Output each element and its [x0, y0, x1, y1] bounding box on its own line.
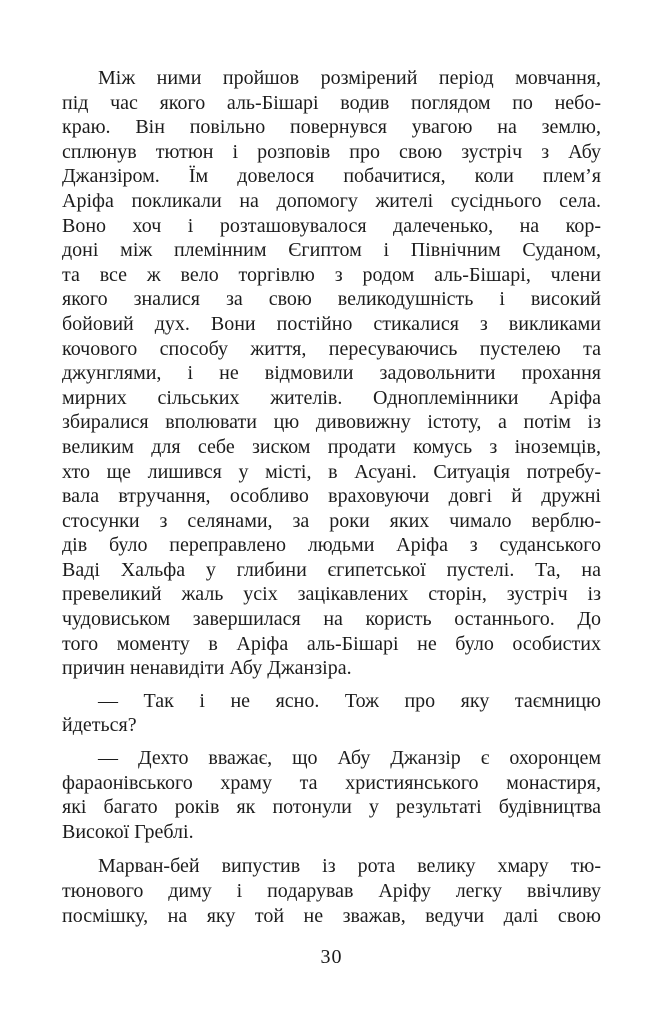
text-line: кочового способу життя, пересуваючись пустелею та	[62, 337, 601, 360]
text-line: стосунки з селянами, за роки яких чимало верблю-	[62, 509, 601, 532]
text-line: — Дехто вважає, що Абу Джанзір є охоронцем	[98, 747, 601, 770]
text-line: сплюнув тютюн і розповів про свою зустріч з Абу	[62, 140, 601, 163]
text-line: під час якого аль-Бішарі водив поглядом по небо-	[62, 91, 601, 114]
text-line: тюнового диму і подарував Аріфу легку ввічливу	[62, 880, 601, 902]
text-line: посмішку, на яку той не зважав, ведучи далі свою	[62, 904, 601, 927]
text-line: превеликий жаль усіх зацікавлених сторін, зустріч із	[62, 583, 601, 606]
text-line: якого зналися за свою великодушність і високий	[62, 288, 601, 311]
text-line: вала втручання, особливо враховуючи довгі й дружні	[62, 485, 601, 508]
text-line: Між ними пройшов розмірений період мовчання,	[98, 67, 601, 89]
paragraph	[62, 746, 601, 844]
paragraph	[62, 689, 601, 738]
text-line: джунглями, і не відмовили задовольнити прохання	[62, 362, 601, 385]
text-line: збиралися вполювати цю дивовижну істоту, а потім із	[62, 411, 601, 434]
text-line: хто ще лишився у місті, в Асуані. Ситуація потребу-	[62, 460, 601, 483]
paragraph	[62, 854, 601, 928]
text-line: фараонівського храму та християнського монастиря,	[62, 771, 601, 794]
text-line: дів було переправлено людьми Аріфа з суданського	[62, 534, 601, 557]
text-line: та все ж вело торгівлю з родом аль-Бішарі, члени	[62, 263, 601, 286]
text-line: які багато років як потонули у результаті будівництва	[62, 796, 601, 819]
text-line: Воно хоч і розташовувалося далеченько, на кор-	[62, 214, 601, 237]
text-line: причин ненавидіти Абу Джанзіра.	[62, 657, 352, 680]
page-number: 30	[320, 946, 343, 969]
text-line: Аріфа покликали на допомогу жителі сусіднього села.	[62, 189, 601, 212]
text-line: чудовиськом завершилася на користь останнього. До	[62, 608, 601, 631]
text-line: того моменту в Аріфа аль-Бішарі не було особистих	[62, 632, 601, 655]
text-line: мирних сільських жителів. Одноплемінники Аріфа	[62, 386, 601, 409]
text-line: йдеться?	[62, 714, 137, 737]
text-line: Джанзіром. Їм довелося побачитися, коли плем’я	[62, 165, 601, 188]
page-text-block	[62, 66, 601, 928]
text-line: краю. Він повільно повернувся увагою на землю,	[62, 116, 601, 139]
text-line: — Так і не ясно. Тож про яку таємницю	[98, 689, 601, 712]
text-line: Марван-бей випустив із рота велику хмару тю-	[98, 855, 601, 878]
text-line: великим для себе зиском продати комусь з іноземців,	[62, 435, 601, 458]
text-line: Високої Греблі.	[62, 820, 194, 843]
text-line: бойовий дух. Вони постійно стикалися з викликами	[62, 312, 601, 335]
text-line: Ваді Хальфа у глибини єгипетської пустелі. Та, на	[62, 558, 601, 581]
paragraph	[62, 66, 601, 681]
text-line: доні між племінним Єгиптом і Північним Суданом,	[62, 239, 601, 262]
